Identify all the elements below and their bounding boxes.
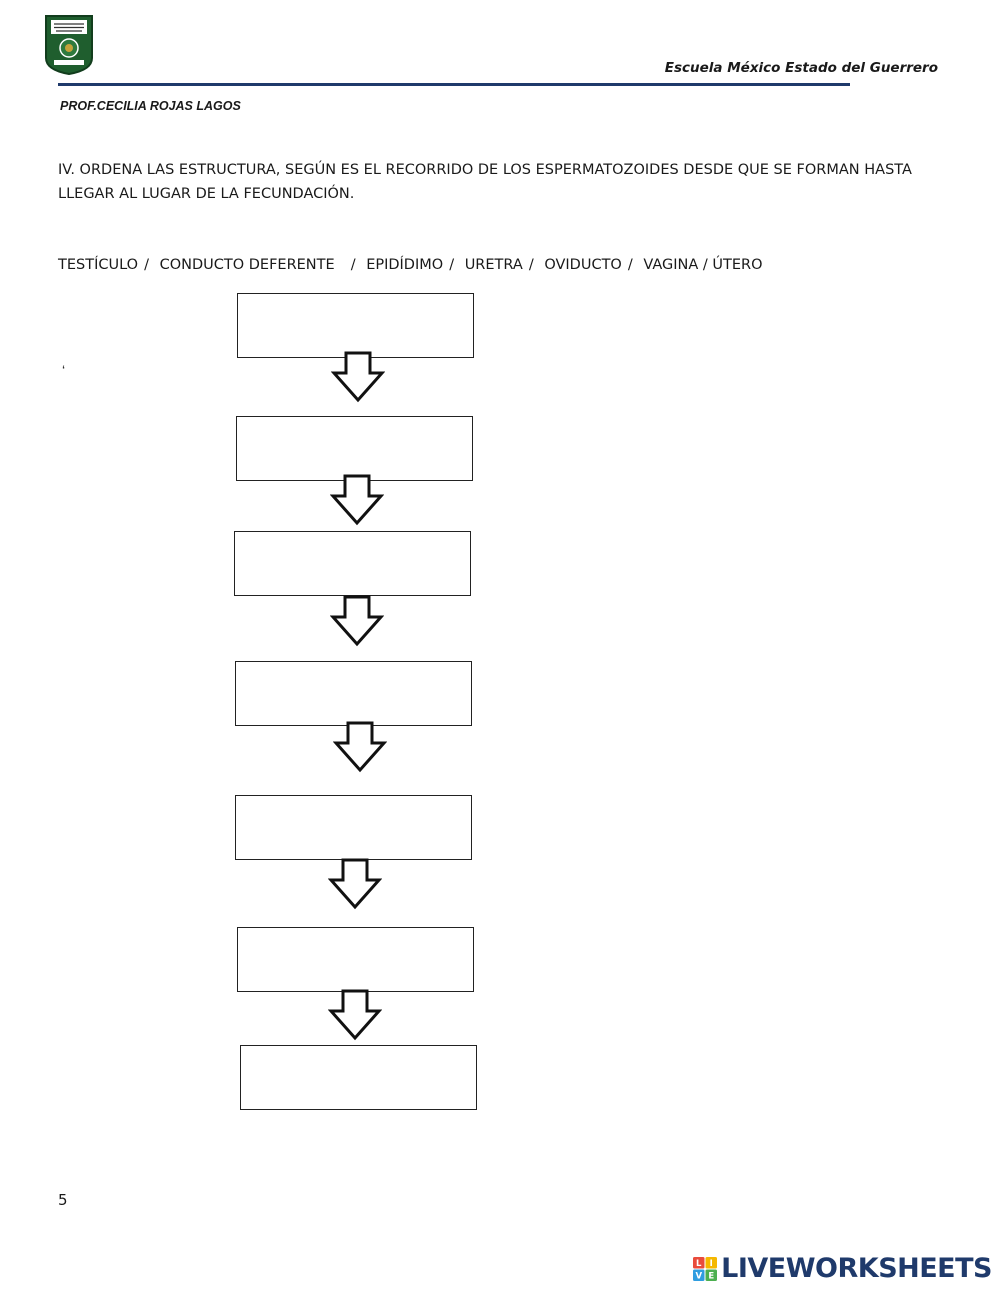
word-bank <box>58 257 763 273</box>
down-arrow-icon <box>328 858 382 910</box>
down-arrow-icon <box>331 351 385 403</box>
word-bank-separator: / <box>627 257 633 273</box>
teacher-name: PROF.CECILIA ROJAS LAGOS <box>60 99 241 113</box>
liveworksheets-watermark <box>693 1253 992 1284</box>
answer-box-4[interactable] <box>235 661 472 726</box>
word-bank-item: CONDUCTO DEFERENTE <box>159 257 335 273</box>
down-arrow-icon <box>333 721 387 773</box>
school-name: Escuela México Estado del Guerrero <box>664 60 938 76</box>
answer-box-6[interactable] <box>237 927 474 992</box>
liveworksheets-badge-icon <box>693 1257 717 1281</box>
word-bank-separator: / <box>350 257 356 273</box>
down-arrow-icon <box>330 474 384 526</box>
word-bank-separator: / <box>144 257 149 273</box>
instruction-line-2: LLEGAR AL LUGAR DE LA FECUNDACIÓN. <box>58 186 355 202</box>
answer-box-7[interactable] <box>240 1045 477 1110</box>
svg-text:I: I <box>709 1258 713 1269</box>
answer-box-1[interactable] <box>237 293 474 358</box>
word-bank-item: VAGINA / ÚTERO <box>643 257 763 273</box>
answer-box-2[interactable] <box>236 416 473 481</box>
answer-box-5[interactable] <box>235 795 472 860</box>
page-number: 5 <box>58 1191 68 1209</box>
down-arrow-icon <box>328 989 382 1041</box>
word-bank-item: OVIDUCTO <box>544 257 622 273</box>
instruction-text <box>58 158 928 206</box>
word-bank-separator: / <box>528 257 534 273</box>
watermark-text: LIVEWORKSHEETS <box>721 1253 992 1284</box>
answer-box-3[interactable] <box>234 531 471 596</box>
word-bank-item: URETRA <box>464 257 523 273</box>
stray-mark: ‘ <box>62 362 66 378</box>
svg-text:L: L <box>696 1258 702 1269</box>
school-crest-icon <box>44 14 94 76</box>
word-bank-separator: / <box>449 257 455 273</box>
down-arrow-icon <box>330 595 384 647</box>
svg-text:V: V <box>695 1271 703 1281</box>
instruction-line-1: IV. ORDENA LAS ESTRUCTURA, SEGÚN ES EL RECORRIDO DE LOS ESPERMATOZOIDES DESDE QUE SE FORMAN HASTA <box>58 162 912 178</box>
word-bank-item: TESTÍCULO <box>58 257 139 273</box>
word-bank-item: EPIDÍDIMO <box>366 257 444 273</box>
svg-text:E: E <box>708 1271 715 1281</box>
header-divider <box>58 83 850 86</box>
